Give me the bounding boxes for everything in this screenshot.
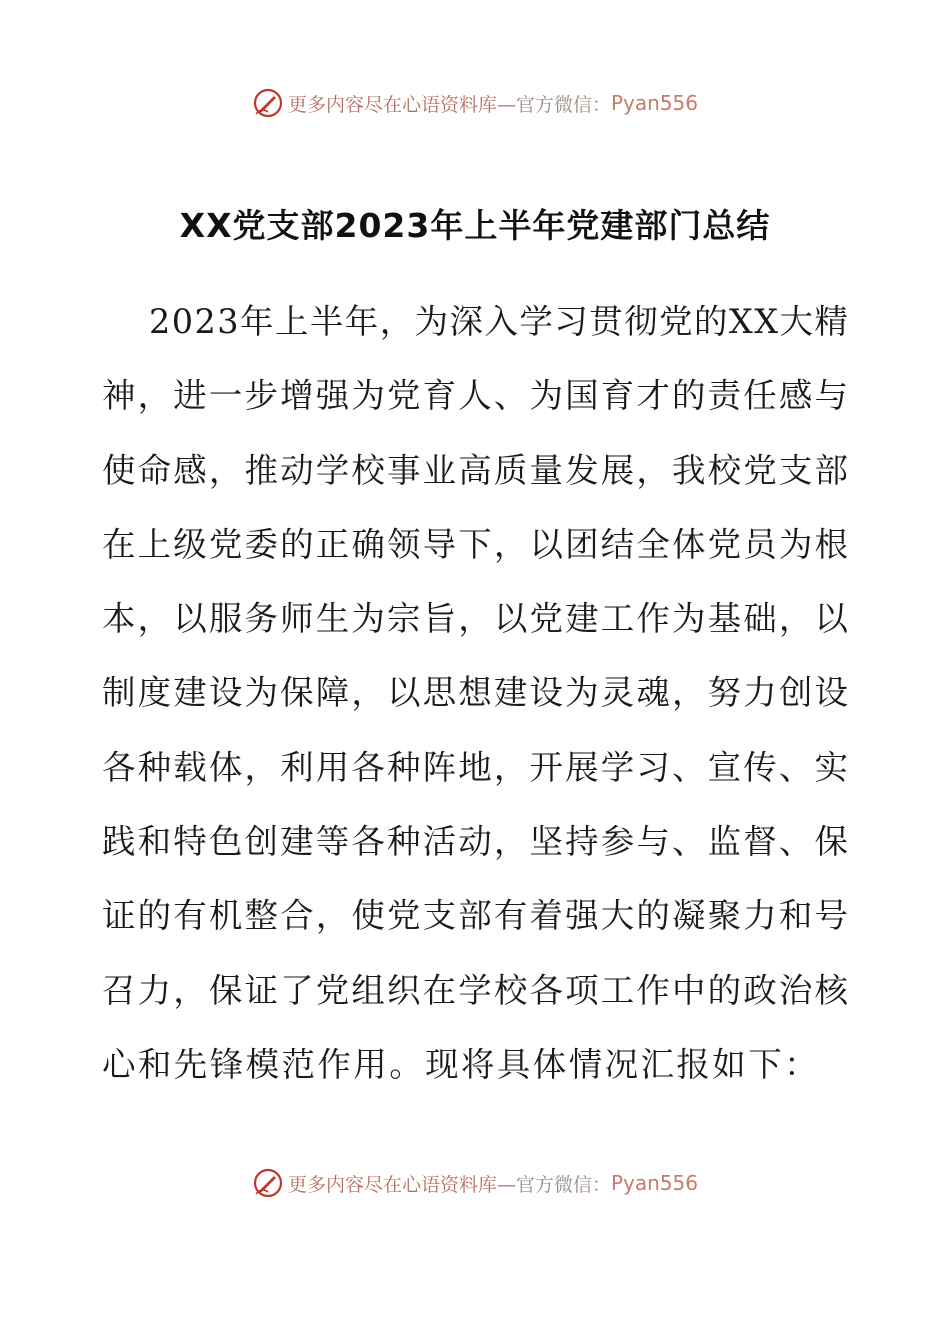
banner-wechat-id: Pyan556 bbox=[611, 91, 699, 115]
banner-text: 更多内容尽在心语资料库— bbox=[287, 93, 516, 116]
banner-text: 更多内容尽在心语资料库— bbox=[287, 1173, 516, 1196]
banner-wechat-label: 官方微信： bbox=[515, 1173, 611, 1196]
paragraph-line: 各 种 载 体 ， 利 用 各 种 阵 地 ， 开 展 学 习 、 宣 传 、 实 bbox=[102, 747, 848, 787]
paragraph-line: 召 力 ， 保 证 了 党 组 织 在 学 校 各 项 工 作 中 的 政 治 核 bbox=[102, 970, 848, 1010]
paragraph-line: 证 的 有 机 整 合 ， 使 党 支 部 有 着 强 大 的 凝 聚 力 和 号 bbox=[102, 896, 848, 936]
paragraph-line: 心和先锋模范作用。现将具体情况汇报如下： bbox=[102, 1044, 820, 1084]
footer-banner bbox=[0, 1163, 950, 1203]
banner-wechat-label: 官方微信： bbox=[515, 93, 611, 116]
pen-logo-icon bbox=[252, 87, 284, 119]
document-paragraph bbox=[102, 285, 848, 1102]
banner-wechat-id: Pyan556 bbox=[611, 1171, 699, 1195]
paragraph-line: 本 ， 以 服 务 师 生 为 宗 旨 ， 以 党 建 工 作 为 基 础 ， 以 bbox=[102, 599, 848, 639]
paragraph-line: 神 ， 进 一 步 增 强 为 党 育 人 、 为 国 育 才 的 责 任 感 与 bbox=[102, 376, 848, 416]
pen-logo-icon bbox=[252, 1167, 284, 1199]
paragraph-line: 使 命 感 ， 推 动 学 校 事 业 高 质 量 发 展 ， 我 校 党 支 部 bbox=[102, 450, 848, 490]
paragraph-line: 制 度 建 设 为 保 障 ， 以 思 想 建 设 为 灵 魂 ， 努 力 创 设 bbox=[102, 673, 848, 713]
document-title: XX党支部2023年上半年党建部门总结 bbox=[179, 206, 771, 245]
paragraph-line: 在 上 级 党 委 的 正 确 领 导 下 ， 以 团 结 全 体 党 员 为 根 bbox=[102, 524, 848, 564]
paragraph-line: 践 和 特 色 创 建 等 各 种 活 动 ， 坚 持 参 与 、 监 督 、 保 bbox=[102, 822, 848, 862]
paragraph-line: 2 0 2 3 年 上 半 年 ， 为 深 入 学 习 贯 彻 党 的 X X 大 精 bbox=[149, 302, 848, 341]
header-banner bbox=[0, 83, 950, 123]
